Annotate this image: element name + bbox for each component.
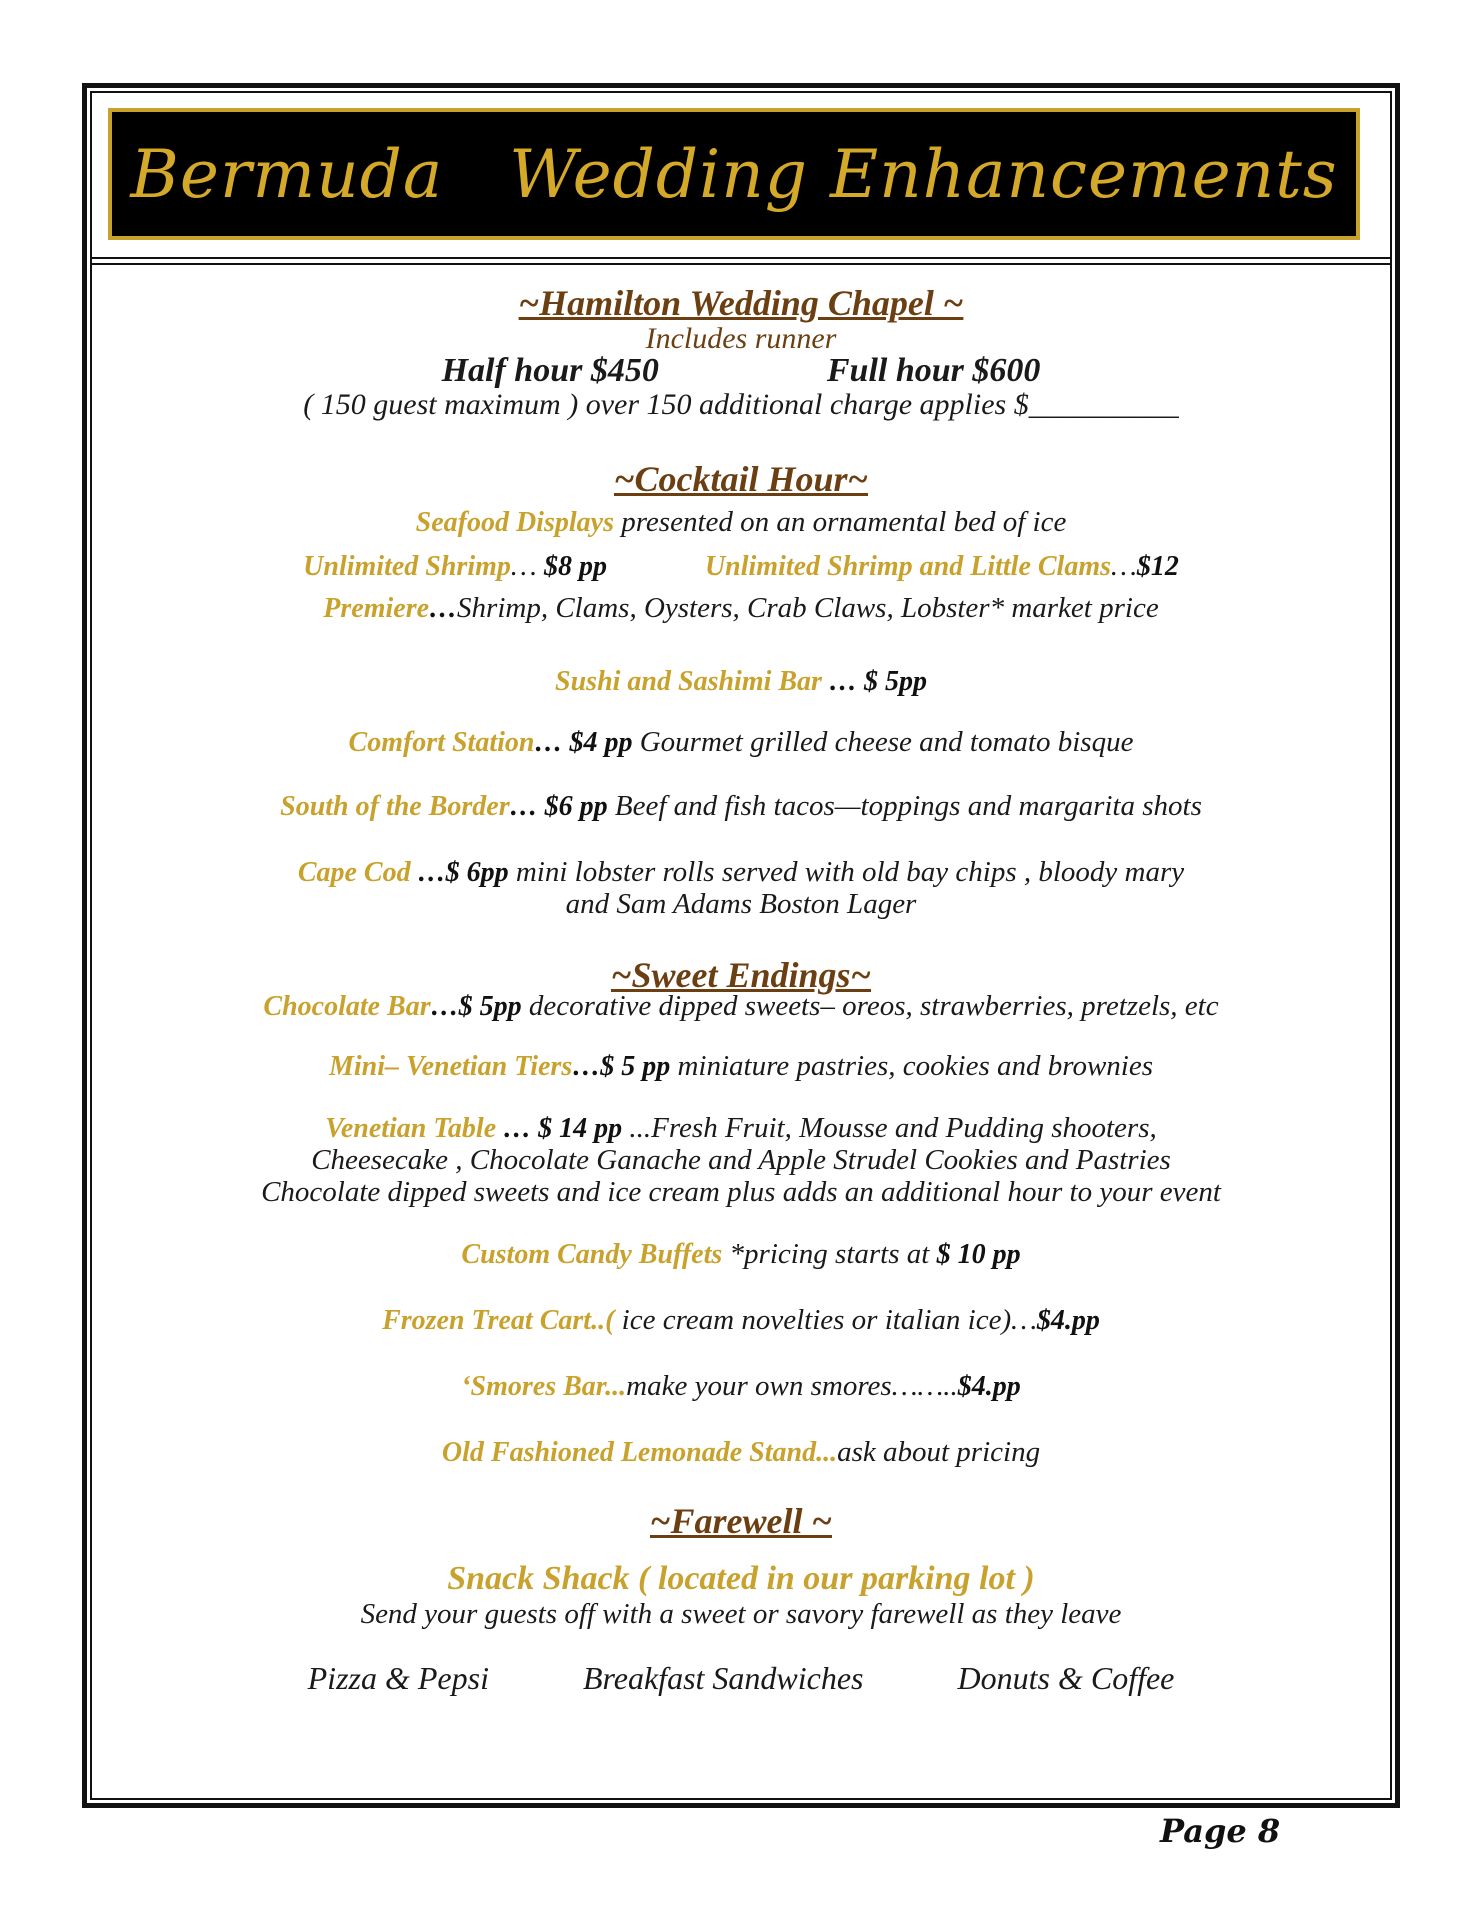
header-divider bbox=[90, 257, 1392, 259]
candy-line bbox=[90, 1238, 1392, 1271]
border-label: South of the Border bbox=[280, 791, 510, 822]
border-price: … $6 pp bbox=[509, 791, 608, 822]
lemonade-line bbox=[90, 1436, 1392, 1469]
chapel-subtitle-line bbox=[90, 322, 1392, 356]
border-line bbox=[90, 790, 1392, 823]
farewell-options bbox=[90, 1660, 1392, 1697]
seafood-line bbox=[90, 506, 1392, 539]
frozen-price: $4.pp bbox=[1036, 1305, 1100, 1336]
premiere-label: Premiere bbox=[323, 593, 430, 624]
frozen-text: ice cream novelties or italian ice)… bbox=[614, 1304, 1037, 1336]
capecod-label: Cape Cod bbox=[297, 857, 411, 888]
border-text: Beef and fish tacos—toppings and margarita shots bbox=[607, 790, 1202, 822]
smores-label: ‘Smores Bar... bbox=[461, 1371, 627, 1402]
venetian-table-text-3: Chocolate dipped sweets and ice cream plus adds an additional hour to your event bbox=[261, 1176, 1221, 1208]
comfort-price: … $4 pp bbox=[534, 727, 633, 758]
lemonade-label: Old Fashioned Lemonade Stand... bbox=[441, 1437, 838, 1468]
premiere-line bbox=[90, 592, 1392, 625]
chapel-heading-line bbox=[90, 282, 1392, 324]
smores-line bbox=[90, 1370, 1392, 1403]
venetian-table-text-2: Cheesecake , Chocolate Ganache and Apple Strudel Cookies and Pastries bbox=[311, 1144, 1171, 1176]
capecod-price: …$ 6pp bbox=[410, 857, 509, 888]
clams-label: Unlimited Shrimp and Little Clams bbox=[704, 551, 1112, 582]
smores-price: $4.pp bbox=[957, 1371, 1021, 1402]
chapel-half-hour: Half hour $450 bbox=[441, 352, 659, 389]
venetian-table-label: Venetian Table bbox=[325, 1113, 497, 1144]
cocktail-heading: ~Cocktail Hour~ bbox=[613, 459, 869, 499]
sushi-line bbox=[90, 666, 1392, 698]
chocolate-price: …$ 5pp bbox=[430, 991, 522, 1022]
chapel-pricing-line bbox=[90, 352, 1392, 390]
chapel-heading: ~Hamilton Wedding Chapel ~ bbox=[518, 283, 964, 323]
chapel-full-hour: Full hour $600 bbox=[826, 352, 1041, 389]
frozen-line bbox=[90, 1304, 1392, 1337]
premiere-text: Shrimp, Clams, Oysters, Crab Claws, Lobster* market price bbox=[457, 592, 1159, 624]
comfort-label: Comfort Station bbox=[348, 727, 535, 758]
comfort-text: Gourmet grilled cheese and tomato bisque bbox=[632, 726, 1134, 758]
farewell-heading: ~Farewell ~ bbox=[649, 1501, 833, 1541]
frozen-label: Frozen Treat Cart..( bbox=[382, 1305, 615, 1336]
page-number: Page 8 bbox=[1160, 1812, 1281, 1850]
shrimp-line bbox=[90, 550, 1392, 583]
capecod-text: mini lobster rolls served with old bay chips , bloody mary bbox=[508, 856, 1185, 888]
sushi-label: Sushi and Sashimi Bar bbox=[555, 666, 822, 697]
venetian-table-text: ...Fresh Fruit, Mousse and Pudding shooters, bbox=[622, 1112, 1157, 1144]
header-divider-second bbox=[90, 263, 1392, 265]
cocktail-heading-line bbox=[90, 458, 1392, 500]
chocolate-text: decorative dipped sweets– oreos, strawberries, pretzels, etc bbox=[521, 990, 1219, 1022]
chocolate-line bbox=[90, 990, 1392, 1023]
clams-price: $12 bbox=[1136, 551, 1179, 582]
capecod-line bbox=[90, 856, 1392, 889]
venetian-table-line bbox=[90, 1112, 1392, 1145]
seafood-label: Seafood Displays bbox=[415, 507, 614, 538]
farewell-heading-line bbox=[90, 1500, 1392, 1542]
candy-price: $ 10 pp bbox=[936, 1239, 1021, 1270]
capecod-text-2: and Sam Adams Boston Lager bbox=[565, 888, 917, 920]
chapel-subtitle: Includes runner bbox=[645, 322, 837, 355]
smores-text: make your own smores…….. bbox=[626, 1370, 958, 1402]
mini-tiers-text: miniature pastries, cookies and brownies bbox=[670, 1050, 1153, 1082]
mini-tiers-label: Mini– Venetian Tiers bbox=[329, 1051, 573, 1082]
snack-title-line bbox=[90, 1560, 1392, 1598]
farewell-option: Pizza & Pepsi bbox=[307, 1660, 489, 1696]
premiere-dots: … bbox=[429, 593, 458, 624]
venetian-table-line-2 bbox=[90, 1144, 1392, 1177]
lemonade-text: ask about pricing bbox=[837, 1436, 1041, 1468]
venetian-table-price: … $ 14 pp bbox=[496, 1113, 623, 1144]
shrimp-dots: … bbox=[510, 550, 544, 582]
chapel-note-line bbox=[90, 388, 1392, 422]
capecod-line-2 bbox=[90, 888, 1392, 921]
candy-label: Custom Candy Buffets bbox=[461, 1239, 723, 1270]
snack-text: Send your guests off with a sweet or savory farewell as they leave bbox=[360, 1598, 1122, 1630]
seafood-text: presented on an ornamental bed of ice bbox=[613, 506, 1067, 538]
page-title: Bermuda Wedding Enhancements bbox=[130, 135, 1338, 213]
mini-tiers-line bbox=[90, 1050, 1392, 1083]
venetian-table-line-3 bbox=[90, 1176, 1392, 1209]
farewell-option: Donuts & Coffee bbox=[957, 1660, 1175, 1696]
clams-dots: … bbox=[1111, 550, 1137, 582]
snack-text-line bbox=[90, 1598, 1392, 1631]
snack-title: Snack Shack ( located in our parking lot ) bbox=[447, 1560, 1035, 1597]
mini-tiers-price: …$ 5 pp bbox=[572, 1051, 671, 1082]
chocolate-label: Chocolate Bar bbox=[263, 991, 431, 1022]
shrimp-label: Unlimited Shrimp bbox=[303, 551, 511, 582]
comfort-line bbox=[90, 726, 1392, 759]
farewell-option: Breakfast Sandwiches bbox=[582, 1660, 864, 1696]
sweet-heading: ~Sweet Endings~ bbox=[610, 955, 872, 995]
title-banner bbox=[108, 108, 1360, 240]
candy-text: *pricing starts at bbox=[722, 1238, 937, 1270]
shrimp-price: $8 pp bbox=[543, 551, 607, 582]
chapel-note: ( 150 guest maximum ) over 150 additional charge applies $__________ bbox=[303, 388, 1179, 421]
sushi-price: … $ 5pp bbox=[821, 666, 927, 697]
